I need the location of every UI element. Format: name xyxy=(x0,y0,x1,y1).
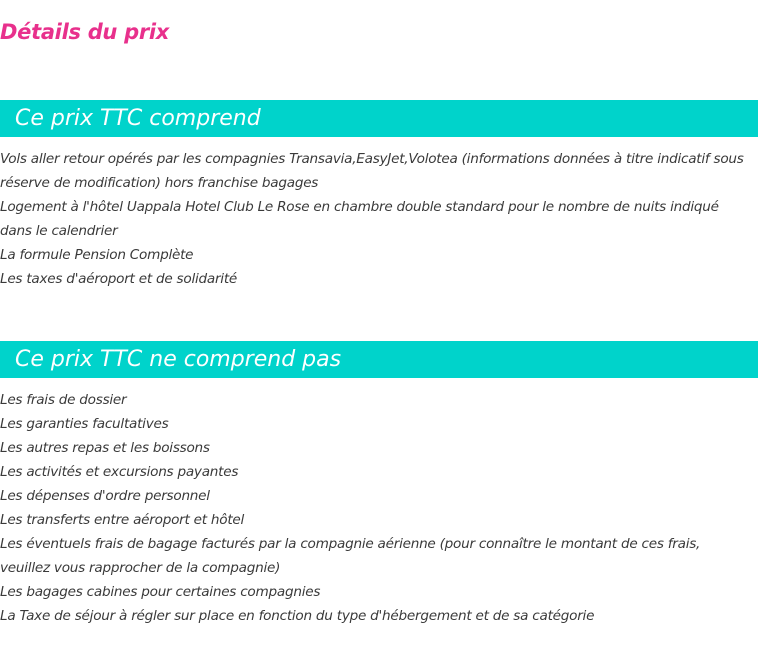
list-item: Les transferts entre aéroport et hôtel xyxy=(0,512,245,528)
list-item: La formule Pension Complète xyxy=(0,247,194,263)
excluded-section-heading: Ce prix TTC ne comprend pas xyxy=(0,341,758,378)
list-item: Les activités et excursions payantes xyxy=(0,464,239,480)
list-item: Les frais de dossier xyxy=(0,392,127,408)
list-item: La Taxe de séjour à régler sur place en fonction du type d'hébergement et de sa catégorie xyxy=(0,608,595,624)
list-item: Les autres repas et les boissons xyxy=(0,440,210,456)
included-items-list xyxy=(0,147,752,291)
list-item: Les dépenses d'ordre personnel xyxy=(0,488,210,504)
list-item: Les éventuels frais de bagage facturés par la compagnie aérienne (pour connaître le montant de ces frais, veuillez vous rapprocher de la compagnie) xyxy=(0,536,701,576)
list-item: Logement à l'hôtel Uappala Hotel Club Le Rose en chambre double standard pour le nombre de nuits indiqué dans le calendrier xyxy=(0,199,719,239)
list-item: Les garanties facultatives xyxy=(0,416,169,432)
list-item: Vols aller retour opérés par les compagnies Transavia,EasyJet,Volotea (informations données à titre indicatif sous réserve de modification) hors franchise bagages xyxy=(0,151,744,191)
list-item: Les bagages cabines pour certaines compagnies xyxy=(0,584,321,600)
included-section-heading: Ce prix TTC comprend xyxy=(0,100,758,137)
page-title: Détails du prix xyxy=(0,20,170,44)
list-item: Les taxes d'aéroport et de solidarité xyxy=(0,271,238,287)
excluded-items-list xyxy=(0,388,752,628)
